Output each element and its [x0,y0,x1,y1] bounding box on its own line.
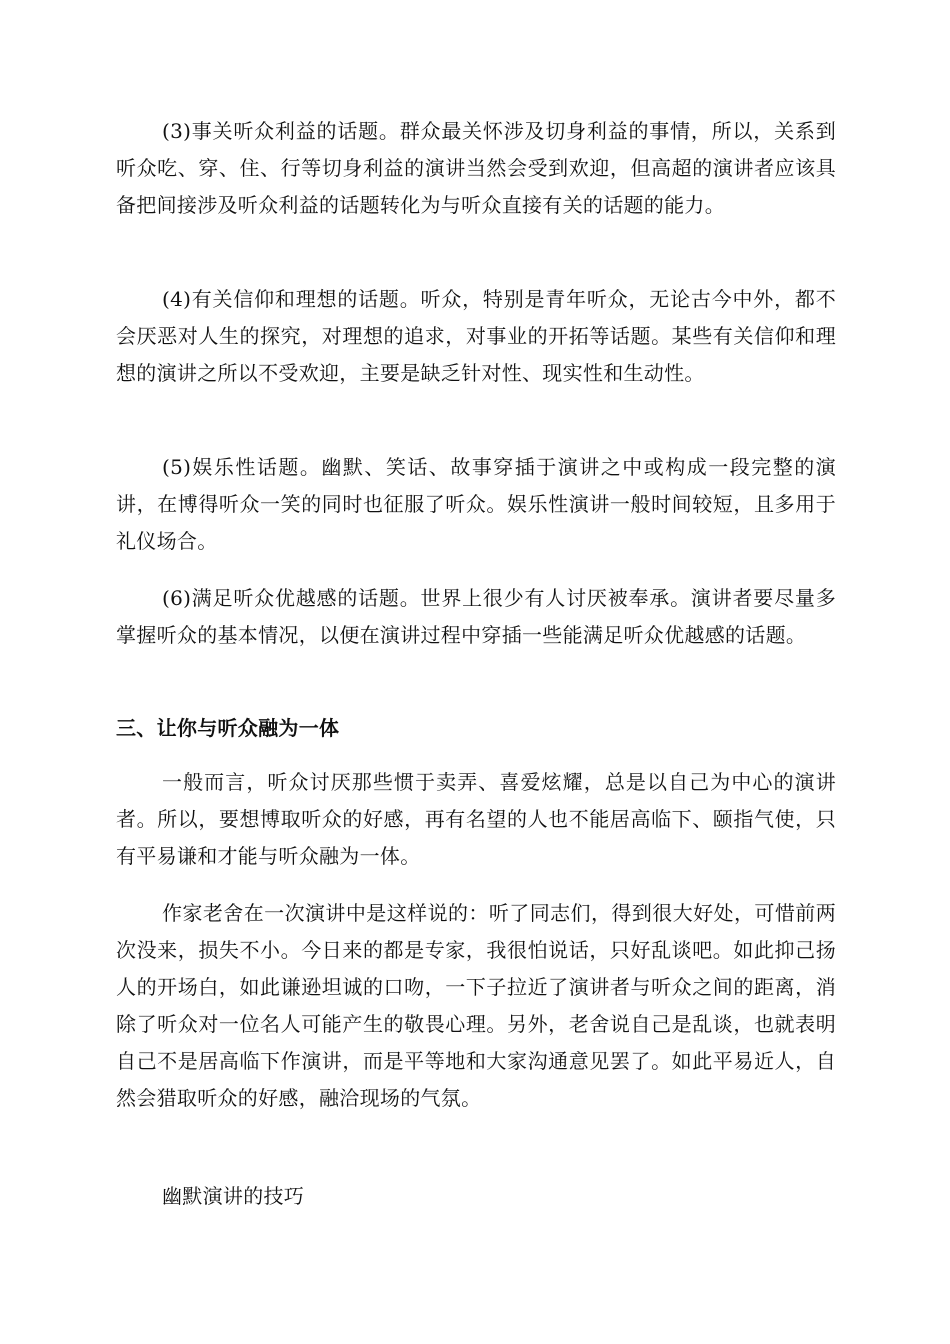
paragraph-laoshe-example: 作家老舍在一次演讲中是这样说的：听了同志们，得到很大好处，可惜前两次没来，损失不小。今日来的都是专家，我很怕说话，只好乱谈吧。如此抑己扬人的开场白，如此谦逊坦诚的口吻，一下子拉近了演讲者与听众之间的距离，消除了听众对一位名人可能产生的敬畏心理。另外，老舍说自己是乱谈，也就表明自己不是居高临下作演讲，而是平等地和大家沟通意见罢了。如此平易近人，自然会猎取听众的好感，融洽现场的气氛。 [116,901,836,1110]
section-heading: 三、让你与听众融为一体 [116,716,340,740]
paragraph-topic-3: (3)事关听众利益的话题。群众最关怀涉及切身利益的事情，所以，关系到听众吃、穿、住、行等切身利益的演讲当然会受到欢迎，但高超的演讲者应该具备把间接涉及听众利益的话题转化为与听众直接有关的话题的能力。 [116,119,836,217]
paragraph-topic-6: (6)满足听众优越感的话题。世界上很少有人讨厌被奉承。演讲者要尽量多掌握听众的基本情况，以便在演讲过程中穿插一些能满足听众优越感的话题。 [116,586,836,647]
paragraph-section-intro: 一般而言，听众讨厌那些惯于卖弄、喜爱炫耀，总是以自己为中心的演讲者。所以，要想博取听众的好感，再有名望的人也不能居高临下、颐指气使，只有平易谦和才能与听众融为一体。 [116,770,836,868]
paragraph-topic-5: (5)娱乐性话题。幽默、笑话、故事穿插于演讲之中或构成一段完整的演讲，在博得听众一笑的同时也征服了听众。娱乐性演讲一般时间较短，且多用于礼仪场合。 [116,455,836,553]
paragraph-topic-4: (4)有关信仰和理想的话题。听众，特别是青年听众，无论古今中外，都不会厌恶对人生的探究，对理想的追求，对事业的开拓等话题。某些有关信仰和理想的演讲之所以不受欢迎，主要是缺乏针对性、现实性和生动性。 [116,287,836,385]
closing-line: 幽默演讲的技巧 [162,1184,305,1208]
